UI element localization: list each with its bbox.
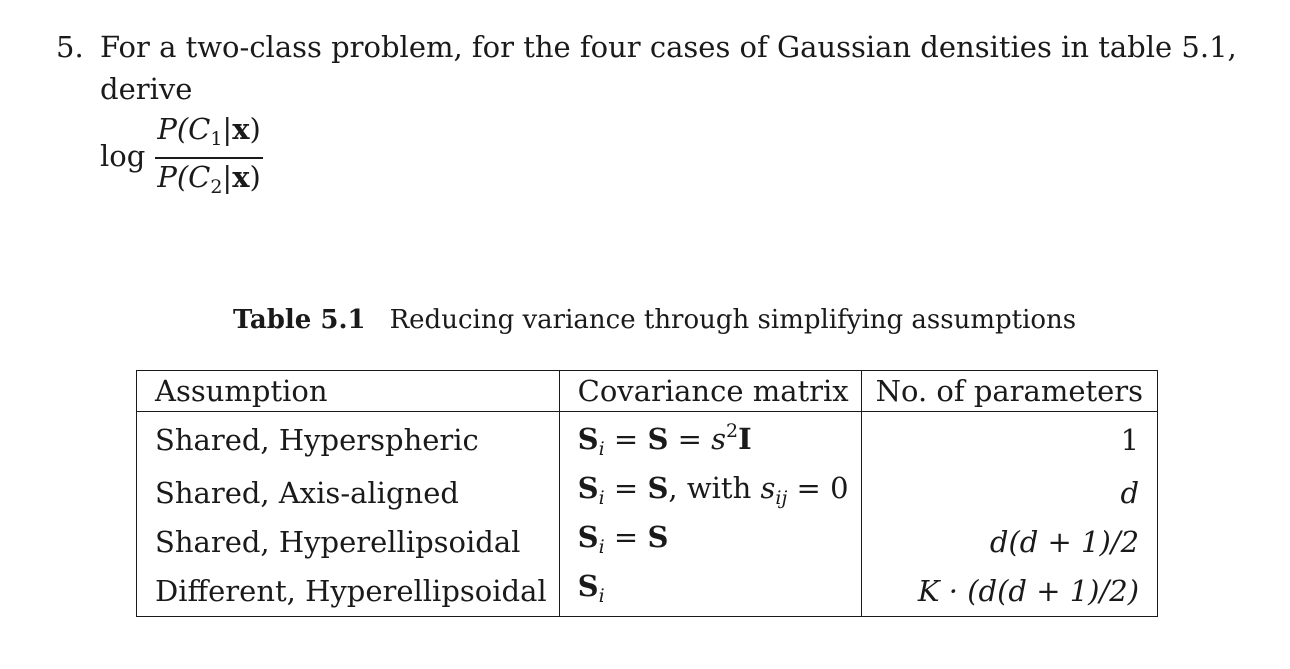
header-assumption: Assumption [137,371,560,412]
table-caption-text: Reducing variance through simplifying assumptions [389,305,1077,335]
table-caption-label: Table 5.1 [233,305,366,335]
table-row [137,412,1158,470]
fraction-numerator: $P(C_1|x)$ [157,112,261,151]
table-header-row [137,371,1158,412]
fraction-denominator: $P(C_2|x)$ [157,159,261,198]
header-covariance: Covariance matrix [559,371,861,412]
table-caption [233,305,1076,335]
covariance-cell: $S_i = S$ [559,518,861,567]
table-row [137,518,1158,567]
covariance-cell: $S_i$ [559,567,861,617]
assumption-cell: Shared, Axis-aligned [137,469,560,518]
log-operator: log [100,139,146,173]
assumption-cell: Shared, Hyperellipsoidal [137,518,560,567]
table-row [137,469,1158,518]
posterior-ratio-fraction [155,111,263,205]
covariance-cell: $S_i = S$, with $s_{ij} = 0$ [559,469,861,518]
assumption-cell: Shared, Hyperspheric [137,412,560,470]
parameters-cell: K · (d(d + 1)/2) [917,574,1140,608]
table-row [137,567,1158,617]
parameters-cell: d [1120,476,1140,510]
problem-number: 5. [56,30,84,64]
problem-statement: For a two-class problem, for the four cases of Gaussian densities in table 5.1, derive [100,30,1237,106]
parameters-cell: 1 [1120,423,1140,457]
log-ratio-formula [100,112,263,198]
assumption-cell: Different, Hyperellipsoidal [137,567,560,617]
covariance-cell: $S_i = S = s^2I$ [559,412,861,470]
assumptions-table [136,370,1158,617]
header-parameters: No. of parameters [861,371,1157,412]
parameters-cell: d(d + 1)/2 [989,525,1140,559]
